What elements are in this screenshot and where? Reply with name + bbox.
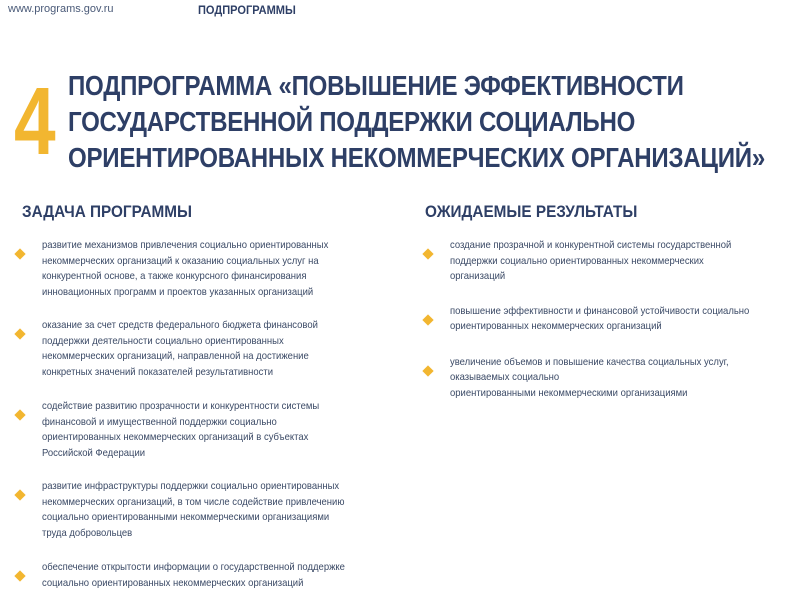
- task-item-line: социально ориентированных некоммерческих организаций: [42, 577, 304, 589]
- task-item-line: ориентированных некоммерческих организаций в субъектах: [42, 432, 309, 443]
- diamond-bullet-icon: [14, 328, 25, 339]
- result-item: [422, 355, 794, 402]
- task-item-line: развитие механизмов привлечения социально ориентированных: [42, 240, 329, 251]
- task-item-line: поддержки деятельности социально ориентированных: [42, 335, 284, 347]
- subprogram-number: 4: [14, 68, 56, 175]
- task-item: [14, 238, 394, 300]
- diamond-bullet-icon: [14, 570, 25, 581]
- task-item-line: Российской Федерации: [42, 447, 146, 459]
- diamond-bullet-icon: [422, 248, 433, 259]
- task-item: [14, 479, 394, 541]
- task-item-line: конкурентной основе, а также конкурсного финансирования: [42, 271, 307, 282]
- task-item-line: финансовой и имущественной поддержки социально: [42, 416, 277, 428]
- page-title: [68, 68, 765, 176]
- site-url: www.programs.gov.ru: [8, 3, 114, 15]
- result-item-line: повышение эффективности и финансовой устойчивости социально: [450, 305, 750, 317]
- task-item-line: некоммерческих организаций, направленной на достижение: [42, 351, 309, 362]
- task-item-line: труда добровольцев: [42, 527, 133, 539]
- title-line: ГОСУДАРСТВЕННОЙ ПОДДЕРЖКИ СОЦИАЛЬНО: [68, 106, 636, 137]
- task-item: [14, 560, 394, 591]
- result-item-line: ориентированных некоммерческих организаций: [450, 321, 662, 332]
- results-list: [422, 238, 794, 401]
- task-item-line: конкретных значений показателей результативности: [42, 366, 274, 378]
- result-item: [422, 238, 794, 285]
- task-item-line: обеспечение открытости информации о государственной поддержке: [42, 562, 345, 573]
- section-label: ПОДПРОГРАММЫ: [198, 3, 296, 17]
- tasks-list: [14, 238, 394, 591]
- task-item-line: социально ориентированными некоммерческими организациями: [42, 512, 330, 523]
- task-item-line: некоммерческих организаций к оказанию социальных услуг на: [42, 255, 319, 267]
- diamond-bullet-icon: [14, 489, 25, 500]
- result-item-line: ориентированными некоммерческими организациями: [450, 387, 688, 399]
- results-heading: ОЖИДАЕМЫЕ РЕЗУЛЬТАТЫ: [425, 202, 638, 221]
- title-line: ОРИЕНТИРОВАННЫХ НЕКОММЕРЧЕСКИХ ОРГАНИЗАЦИЙ»: [68, 142, 765, 173]
- diamond-bullet-icon: [14, 409, 25, 420]
- diamond-bullet-icon: [422, 365, 433, 376]
- tasks-heading: ЗАДАЧА ПРОГРАММЫ: [22, 202, 193, 221]
- task-item-line: некоммерческих организаций, в том числе содействие привлечению: [42, 496, 345, 508]
- result-item-line: организаций: [450, 271, 506, 282]
- task-item-line: развитие инфраструктуры поддержки социально ориентированных: [42, 481, 340, 492]
- diamond-bullet-icon: [422, 314, 433, 325]
- task-item: [14, 399, 394, 461]
- task-item: [14, 318, 394, 380]
- title-line: ПОДПРОГРАММА «ПОВЫШЕНИЕ ЭФФЕКТИВНОСТИ: [68, 70, 684, 101]
- result-item-line: создание прозрачной и конкурентной системы государственной: [450, 240, 732, 251]
- result-item: [422, 304, 794, 335]
- result-item-line: увеличение объемов и повышение качества социальных услуг,: [450, 356, 729, 368]
- task-item-line: инновационных программ и проектов указанных организаций: [42, 286, 314, 298]
- task-item-line: содействие развитию прозрачности и конкурентности системы: [42, 401, 320, 412]
- result-item-line: оказываемых социально: [450, 372, 560, 383]
- diamond-bullet-icon: [14, 248, 25, 259]
- result-item-line: поддержки социально ориентированных некоммерческих: [450, 255, 704, 267]
- task-item-line: оказание за счет средств федерального бюджета финансовой: [42, 320, 318, 331]
